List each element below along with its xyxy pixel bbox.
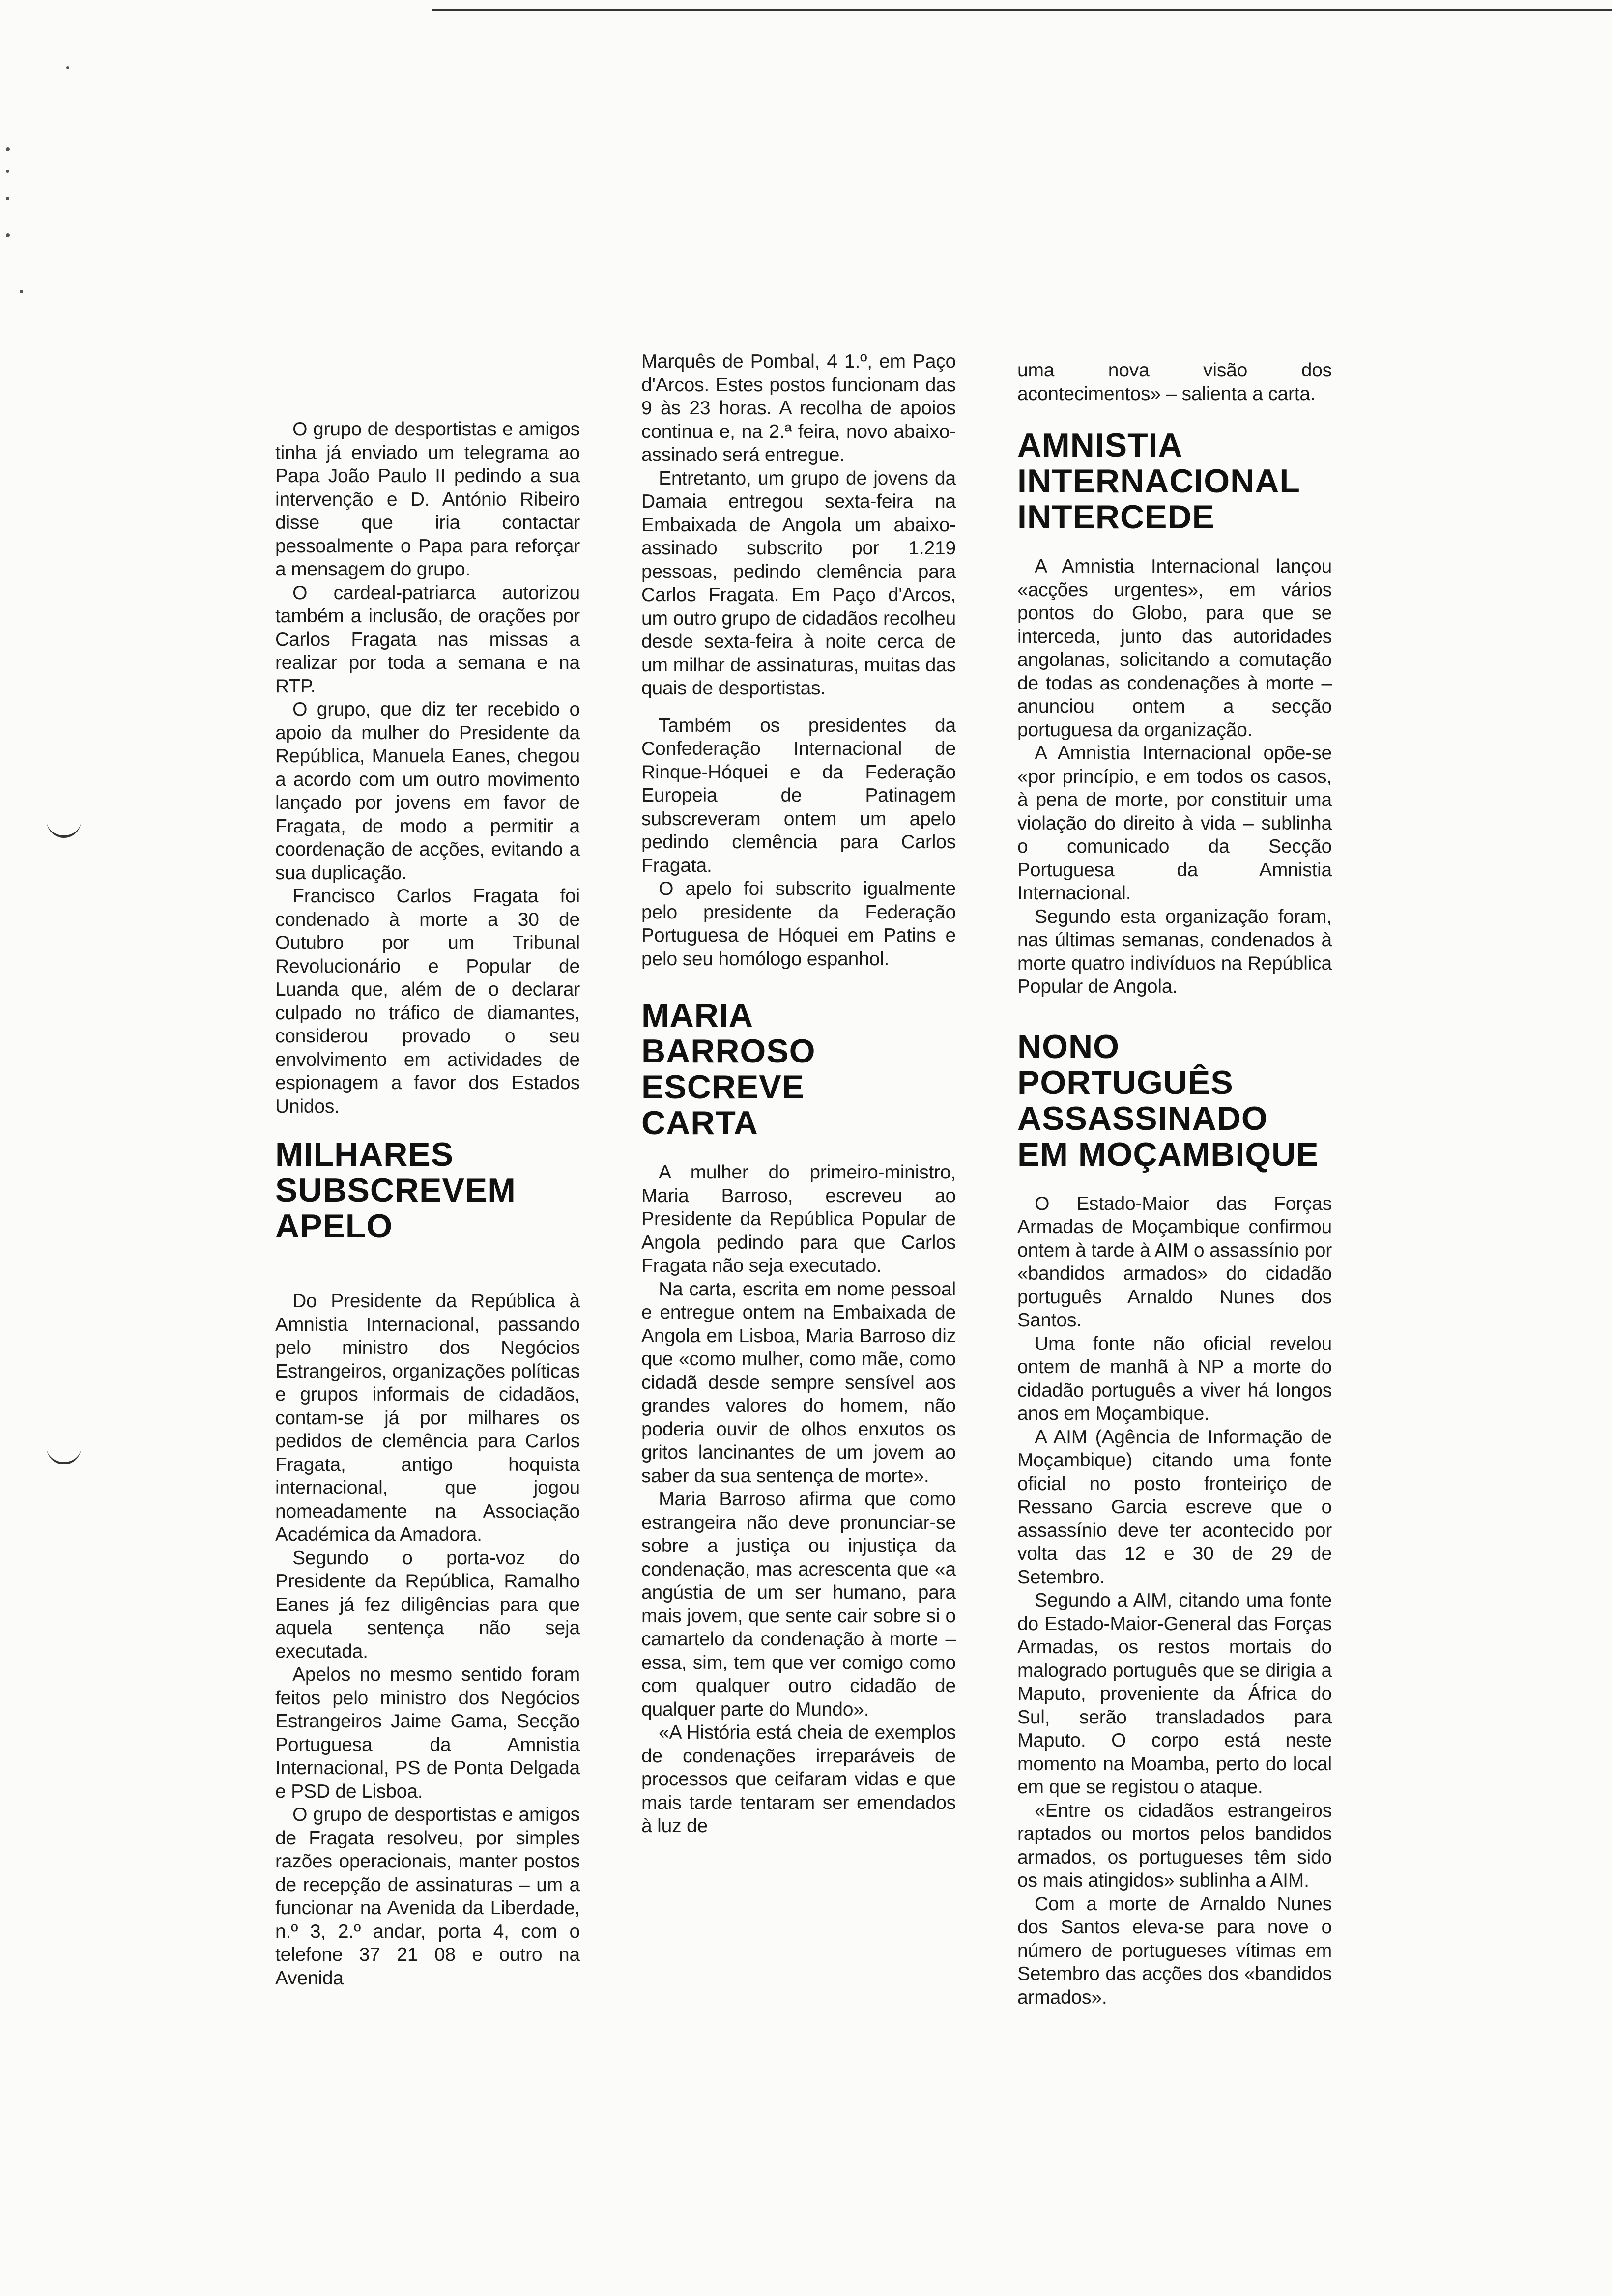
paragraph: O Estado-Maior das Forças Armadas de Moçambique confirmou ontem à tarde à AIM o assassínio por «bandidos armados» do cidadão português Arnaldo Nunes dos Santos.	[1017, 1193, 1332, 1331]
paragraph: Com a morte de Arnaldo Nunes dos Santos eleva-se para nove o número de portugueses vítimas em Setembro das acções dos «bandidos armados».	[1017, 1893, 1332, 2008]
paragraph: O grupo de desportistas e amigos tinha já enviado um telegrama ao Papa João Paulo II pedindo a sua intervenção e D. António Ribeiro disse que iria contactar pessoalmente o Papa para reforçar a mensagem do grupo.	[275, 419, 580, 580]
paragraph: «A História está cheia de exemplos de condenações irreparáveis de processos que ceifaram vidas e que mais tarde tentaram ser emendados à luz de	[641, 1722, 956, 1837]
paragraph: O grupo de desportistas e amigos de Fragata resolveu, por simples razões operacionais, manter postos de recepção de assinaturas – um a funcionar na Avenida da Liberdade, n.º 3, 2.º andar, porta 4, com o telefone 37 21 08 e outro na Avenida	[275, 1804, 580, 1989]
speck	[66, 66, 69, 69]
speck	[6, 197, 9, 200]
section-heading: NONO PORTUGUÊS ASSASSINADO EM MOÇAMBIQUE	[1017, 1028, 1319, 1173]
speck	[6, 233, 10, 237]
paragraph: Na carta, escrita em nome pessoal e entregue ontem na Embaixada de Angola em Lisboa, Maria Barroso diz que «como mulher, como mãe, como cidadã desde sempre sensível aos grandes valores do homem, não poderia ouvir de olhos enxutos os gritos lancinantes de um jovem ao saber da sua sentença de morte».	[641, 1278, 956, 1487]
paragraph: O grupo, que diz ter recebido o apoio da mulher do Presidente da República, Manuela Eanes, chegou a acordo com um outro movimento lançado por jovens em favor de Fragata, de modo a permitir a coordenação de acções, evitando a sua duplicação.	[275, 699, 580, 884]
paragraph: A AIM (Agência de Informação de Moçambique) citando uma fonte oficial no posto fronteiriço de Ressano Garcia escreve que o assassínio deve ter acontecido por volta das 12 e 30 de 29 de Setembro.	[1017, 1426, 1332, 1588]
paragraph: Do Presidente da República à Amnistia Internacional, passando pelo ministro dos Negócios Estrangeiros, organizações políticas e grupos informais de cidadãos, contam-se já por milhares os pedidos de clemência para Carlos Fragata, antigo hoquista internacional, que jogou nomeadamente na Associação Académica da Amadora.	[275, 1291, 580, 1545]
column-2	[641, 350, 956, 1838]
speck	[6, 147, 10, 151]
margin-mark	[47, 821, 81, 838]
paragraph: Marquês de Pombal, 4 1.º, em Paço d'Arcos. Estes postos funcionam das 9 às 23 horas. A recolha de apoios continua e, na 2.ª feira, novo abaixo-assinado será entregue.	[641, 351, 956, 465]
paragraph: Uma fonte não oficial revelou ontem de manhã à NP a morte do cidadão português a viver há longos anos em Moçambique.	[1017, 1333, 1332, 1424]
section-heading: AMNISTIA INTERNACIONAL INTERCEDE	[1017, 427, 1300, 536]
column-1	[275, 418, 580, 1990]
paragraph: uma nova visão dos acontecimentos» – salienta a carta.	[1017, 360, 1332, 404]
paragraph: Também os presidentes da Confederação Internacional de Rinque-Hóquei e da Federação Europeia de Patinagem subscreveram ontem um apelo pedindo clemência para Carlos Fragata.	[641, 715, 956, 876]
speck	[20, 290, 23, 293]
paragraph: O apelo foi subscrito igualmente pelo presidente da Federação Portuguesa de Hóquei em Patins e pelo seu homólogo espanhol.	[641, 878, 956, 970]
column-3	[1017, 359, 1332, 2009]
margin-mark	[47, 1447, 81, 1464]
paragraph: Segundo o porta-voz do Presidente da República, Ramalho Eanes já fez diligências para que aquela sentença não seja executada.	[275, 1547, 580, 1662]
paragraph: Maria Barroso afirma que como estrangeira não deve pronunciar-se sobre a justiça ou injustiça da condenação, mas acrescenta que «a angústia de um ser humano, para mais jovem, que sente cair sobre si o camartelo da condenação à morte – essa, sim, tem que ver comigo como com qualquer outro cidadão de qualquer parte do Mundo».	[641, 1489, 956, 1720]
section-heading: MARIA BARROSO ESCREVE CARTA	[641, 997, 816, 1142]
paragraph: A Amnistia Internacional lançou «acções urgentes», em vários pontos do Globo, para que se interceda, junto das autoridades angolanas, solicitando a comutação de todas as condenações à morte – anunciou ontem a secção portuguesa da organização.	[1017, 556, 1332, 741]
paragraph: Apelos no mesmo sentido foram feitos pelo ministro dos Negócios Estrangeiros Jaime Gama, Secção Portuguesa da Amnistia Internacional, PS de Ponta Delgada e PSD de Lisboa.	[275, 1664, 580, 1802]
paragraph: Francisco Carlos Fragata foi condenado à morte a 30 de Outubro por um Tribunal Revolucionário e Popular de Luanda que, além de o declarar culpado no tráfico de diamantes, considerou provado o seu envolvimento em actividades de espionagem a favor dos Estados Unidos.	[275, 886, 580, 1117]
paragraph: Entretanto, um grupo de jovens da Damaia entregou sexta-feira na Embaixada de Angola um abaixo-assinado subscrito por 1.219 pessoas, pedindo clemência para Carlos Fragata. Em Paço d'Arcos, um outro grupo de cidadãos recolheu desde sexta-feira à noite cerca de um milhar de assinaturas, muitas das quais de desportistas.	[641, 467, 956, 699]
paragraph: Segundo esta organização foram, nas últimas semanas, condenados à morte quatro indivíduos na República Popular de Angola.	[1017, 906, 1332, 997]
speck	[6, 170, 9, 173]
top-rule	[432, 9, 1612, 11]
paragraph: A mulher do primeiro-ministro, Maria Barroso, escreveu ao Presidente da República Popular de Angola pedindo para que Carlos Fragata não seja executado.	[641, 1162, 956, 1276]
paragraph: A Amnistia Internacional opõe-se «por princípio, e em todos os casos, à pena de morte, por constituir uma violação do direito à vida – sublinha o comunicado da Secção Portuguesa da Amnistia Internacional.	[1017, 743, 1332, 904]
section-heading: MILHARES SUBSCREVEM APELO	[275, 1136, 516, 1245]
paragraph: «Entre os cidadãos estrangeiros raptados ou mortos pelos bandidos armados, os portugueses têm sido os mais atingidos» sublinha a AIM.	[1017, 1800, 1332, 1891]
paragraph: O cardeal-patriarca autorizou também a inclusão, de orações por Carlos Fragata nas missas a realizar por toda a semana e na RTP.	[275, 582, 580, 697]
paragraph: Segundo a AIM, citando uma fonte do Estado-Maior-General das Forças Armadas, os restos mortais do malogrado português que se dirigia a Maputo, proveniente da África do Sul, serão transladados para Maputo. O corpo está neste momento na Moamba, perto do local em que se registou o ataque.	[1017, 1590, 1332, 1798]
